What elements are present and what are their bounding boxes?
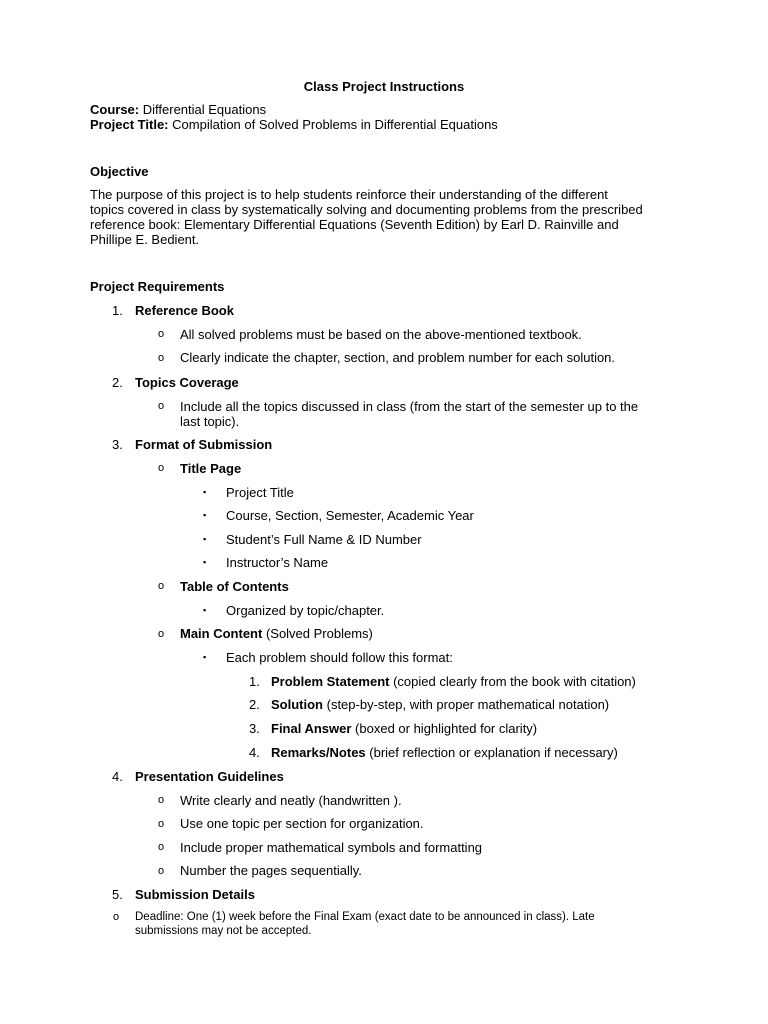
step-number: 3. xyxy=(249,721,260,736)
step-label: Final Answer xyxy=(271,721,352,736)
circle-bullet-icon: o xyxy=(158,462,165,474)
square-bullet-icon: ▪ xyxy=(203,510,207,520)
square-bullet-icon: ▪ xyxy=(203,487,207,497)
step-rest: (step-by-step, with proper mathematical notation) xyxy=(323,697,610,712)
requirements-heading: Project Requirements xyxy=(90,279,225,294)
item-title-topics-coverage: Topics Coverage xyxy=(135,375,239,390)
item-number: 3. xyxy=(112,437,123,452)
circle-bullet-icon: o xyxy=(158,400,165,412)
item-number: 4. xyxy=(112,769,123,784)
project-title-value: Compilation of Solved Problems in Differential Equations xyxy=(172,117,498,132)
document-title: Class Project Instructions xyxy=(303,79,465,94)
step-rest: (boxed or highlighted for clarity) xyxy=(351,721,538,736)
list-item: Include all the topics discussed in class (from the start of the semester up to the xyxy=(180,399,639,414)
list-item: Course, Section, Semester, Academic Year xyxy=(226,508,474,523)
circle-bullet-icon: o xyxy=(158,865,165,877)
step-label: Remarks/Notes xyxy=(271,745,366,760)
objective-line: reference book: Elementary Differential Equations (Seventh Edition) by Earl D. Rainville and xyxy=(90,217,619,232)
square-bullet-icon: ▪ xyxy=(203,652,207,662)
deadline-line: Deadline: One (1) week before the Final Exam (exact date to be announced in class). Late xyxy=(135,911,595,923)
course-label: Course: xyxy=(90,102,140,117)
item-title-format-of-submission: Format of Submission xyxy=(135,437,273,452)
step-line xyxy=(271,697,609,712)
circle-bullet-icon: o xyxy=(113,911,120,923)
item-number: 2. xyxy=(112,375,123,390)
list-item: Write clearly and neatly (handwritten ). xyxy=(180,793,402,808)
step-number: 1. xyxy=(249,674,260,689)
step-number: 4. xyxy=(249,745,260,760)
circle-bullet-icon: o xyxy=(158,628,165,640)
square-bullet-icon: ▪ xyxy=(203,605,207,615)
main-content-suffix: (Solved Problems) xyxy=(262,626,373,641)
item-title-submission-details: Submission Details xyxy=(135,887,255,902)
list-item: Organized by topic/chapter. xyxy=(226,603,385,618)
step-label: Problem Statement xyxy=(271,674,390,689)
item-number: 1. xyxy=(112,303,123,318)
item-title-reference-book: Reference Book xyxy=(135,303,234,318)
step-label: Solution xyxy=(271,697,323,712)
deadline-line-continuation: submissions may not be accepted. xyxy=(135,925,312,937)
list-item: Clearly indicate the chapter, section, and problem number for each solution. xyxy=(180,350,616,365)
toc-label: Table of Contents xyxy=(180,579,289,594)
square-bullet-icon: ▪ xyxy=(203,534,207,544)
objective-heading: Objective xyxy=(90,164,149,179)
main-content-label: Main Content xyxy=(180,626,263,641)
step-line xyxy=(271,745,618,760)
course-line xyxy=(90,102,266,117)
list-item: Student’s Full Name & ID Number xyxy=(226,532,422,547)
item-number: 5. xyxy=(112,887,123,902)
step-rest: (copied clearly from the book with citation) xyxy=(389,674,636,689)
main-content-line xyxy=(180,626,373,641)
objective-line: The purpose of this project is to help students reinforce their understanding of the different xyxy=(90,187,608,202)
objective-line: Phillipe E. Bedient. xyxy=(90,232,200,247)
circle-bullet-icon: o xyxy=(158,352,165,364)
list-item: Project Title xyxy=(226,485,294,500)
project-title-line xyxy=(90,117,498,132)
step-line xyxy=(271,674,636,689)
list-item: All solved problems must be based on the above-mentioned textbook. xyxy=(180,327,582,342)
step-number: 2. xyxy=(249,697,260,712)
step-rest: (brief reflection or explanation if necessary) xyxy=(365,745,618,760)
step-line xyxy=(271,721,537,736)
list-item: Each problem should follow this format: xyxy=(226,650,453,665)
title-page-label: Title Page xyxy=(180,461,242,476)
course-value: Differential Equations xyxy=(142,102,267,117)
list-item: Use one topic per section for organization. xyxy=(180,816,424,831)
circle-bullet-icon: o xyxy=(158,328,165,340)
list-item: Instructor’s Name xyxy=(226,555,329,570)
square-bullet-icon: ▪ xyxy=(203,557,207,567)
project-title-label: Project Title: xyxy=(90,117,169,132)
circle-bullet-icon: o xyxy=(158,841,165,853)
item-title-presentation-guidelines: Presentation Guidelines xyxy=(135,769,284,784)
circle-bullet-icon: o xyxy=(158,818,165,830)
objective-line: topics covered in class by systematically solving and documenting problems from the prescribed xyxy=(90,202,643,217)
list-item: Include proper mathematical symbols and formatting xyxy=(180,840,483,855)
list-item: Number the pages sequentially. xyxy=(180,863,362,878)
circle-bullet-icon: o xyxy=(158,580,165,592)
circle-bullet-icon: o xyxy=(158,794,165,806)
list-item-continuation: last topic). xyxy=(180,414,240,429)
